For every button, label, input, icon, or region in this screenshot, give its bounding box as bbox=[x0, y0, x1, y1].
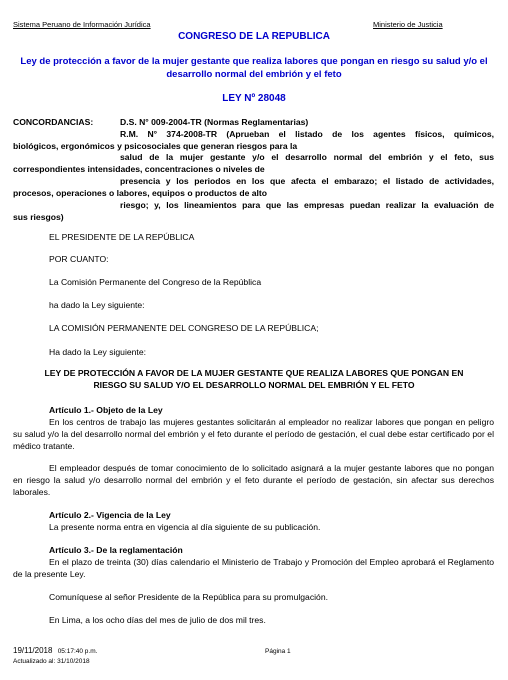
preamble-comision-permanente: LA COMISIÓN PERMANENTE DEL CONGRESO DE LA REPÚBLICA; bbox=[49, 323, 319, 333]
header-right: Ministerio de Justicia bbox=[373, 20, 443, 29]
law-number: LEY Nº 28048 bbox=[222, 93, 286, 104]
footer-date-value: 19/11/2018 bbox=[13, 646, 53, 655]
concordancia-line: riesgo; y, los lineamientos para que las empresas puedan realizar la evaluación de bbox=[120, 200, 494, 210]
article-1-paragraph-1: En los centros de trabajo las mujeres gestantes solicitarán al empleador no realizar labores que pongan en peligro su salud y/o la del desarrollo normal del embrión y el feto durante el período de gestación, el cual debe estar certificado por el médico tratante. bbox=[13, 417, 494, 452]
law-name: Ley de protección a favor de la mujer gestante que realiza labores que pongan en riesgo su salud y/o el desarrollo normal del embrión y el feto bbox=[20, 56, 488, 80]
footer-date bbox=[13, 646, 97, 655]
congress-title: CONGRESO DE LA REPUBLICA bbox=[178, 31, 330, 42]
closing-comuniquese: Comuníquese al señor Presidente de la República para su promulgación. bbox=[49, 592, 328, 602]
preamble-por-cuanto: POR CUANTO: bbox=[49, 254, 109, 264]
article-2-paragraph: La presente norma entra en vigencia al día siguiente de su publicación. bbox=[49, 522, 321, 532]
concordancia-line: presencia y los periodos en los que afecta el embarazo; el listado de actividades, bbox=[120, 176, 494, 186]
concordancia-line: procesos, operaciones o labores, equipos o productos de alto bbox=[13, 188, 268, 198]
concordancia-line: correspondientes intensidades, concentraciones o niveles de bbox=[13, 164, 265, 174]
concordancia-line: sus riesgos) bbox=[13, 212, 64, 222]
preamble-ha-dado-2: Ha dado la Ley siguiente: bbox=[49, 347, 146, 357]
article-3-paragraph: En el plazo de treinta (30) días calendario el Ministerio de Trabajo y Promoción del Empleo aprobará el Reglamento de la presente Ley. bbox=[13, 557, 494, 580]
article-1-paragraph-2: El empleador después de tomar conocimiento de lo solicitado asignará a la mujer gestante labores que no pongan en riesgo la salud y/o desarrollo normal del embrión y el feto durante el período de gestación, sin afectar sus derechos laborales. bbox=[13, 463, 494, 498]
closing-lima: En Lima, a los ocho días del mes de julio de dos mil tres. bbox=[49, 615, 266, 625]
concordancia-line: biológicos, ergonómicos y psicosociales que generan riesgos para la bbox=[13, 141, 298, 151]
preamble-president: EL PRESIDENTE DE LA REPÚBLICA bbox=[49, 232, 195, 242]
concordancia-line: R.M. N° 374-2008-TR (Aprueban el listado de los agentes físicos, químicos, bbox=[120, 129, 494, 139]
article-3-title: Artículo 3.- De la reglamentación bbox=[49, 545, 183, 555]
footer-time: 05:17:40 p.m. bbox=[57, 648, 98, 655]
preamble-comision: La Comisión Permanente del Congreso de la República bbox=[49, 277, 262, 287]
footer-updated: Actualizado al: 31/10/2018 bbox=[13, 658, 90, 665]
preamble-ha-dado: ha dado la Ley siguiente: bbox=[49, 300, 145, 310]
concordancia-line: D.S. N° 009-2004-TR (Normas Reglamentarias) bbox=[120, 117, 309, 127]
header-left: Sistema Peruano de Información Jurídica bbox=[13, 20, 151, 29]
footer-page: Página 1 bbox=[265, 648, 291, 655]
law-heading: LEY DE PROTECCIÓN A FAVOR DE LA MUJER GESTANTE QUE REALIZA LABORES QUE PONGAN EN RIESGO SU SALUD Y/O EL DESARROLLO NORMAL DEL EMBRIÓN Y EL FETO bbox=[44, 368, 464, 391]
article-2-title: Artículo 2.- Vigencia de la Ley bbox=[49, 510, 171, 520]
article-1-title: Artículo 1.- Objeto de la Ley bbox=[49, 405, 163, 415]
concordancia-line: salud de la mujer gestante y/o el desarrollo normal del embrión y el feto, sus bbox=[120, 152, 494, 162]
concordancias-label: CONCORDANCIAS: bbox=[13, 117, 94, 127]
